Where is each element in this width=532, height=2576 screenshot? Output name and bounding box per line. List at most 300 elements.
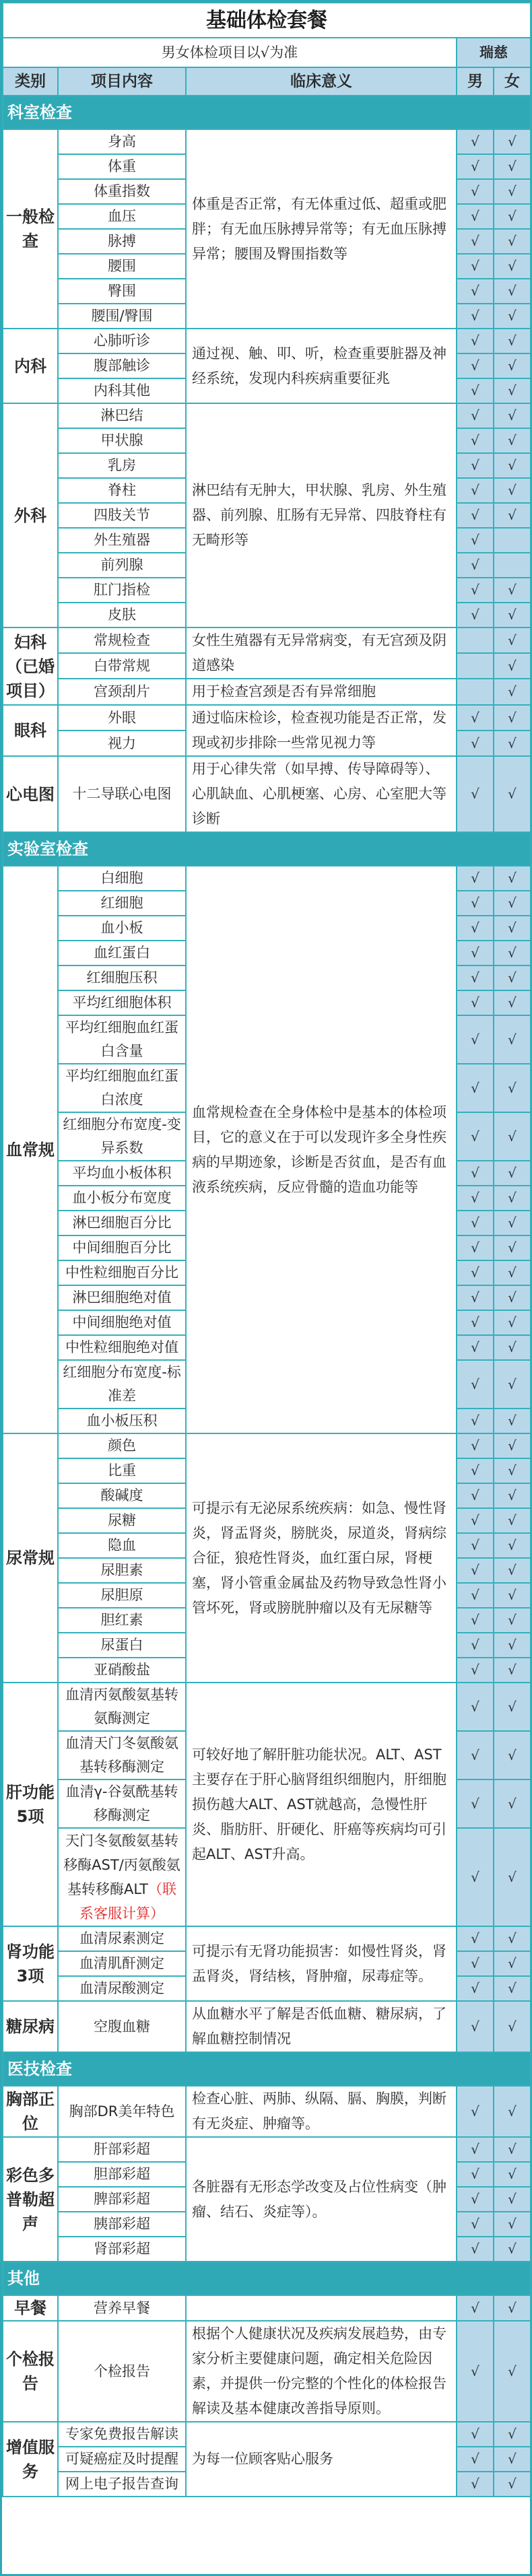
- male-check: √: [457, 2187, 494, 2212]
- item-name: [58, 1161, 186, 1186]
- category-cell: 肾功能3项: [3, 1926, 58, 2001]
- item-name: [58, 1608, 186, 1633]
- meaning-cell: 可较好地了解肝脏功能状况。ALT、AST主要存在于肝心脑肾组织细胞内，肝细胞损伤越大ALT、AST就越高，急慢性肝炎、脂肪肝、肝硬化、肝癌等疾病均可引起ALT、AST升高。: [186, 1683, 457, 1926]
- section-title: 其他: [3, 2262, 531, 2295]
- female-check: √: [494, 2321, 531, 2422]
- item-label: 胸部DR美年特色: [69, 2103, 175, 2120]
- meaning-cell: 通过临床检诊，检查视功能是否正常，发现或初步排除一些常见视力等: [186, 705, 457, 756]
- item-name: [58, 1285, 186, 1310]
- item-name: [58, 1433, 186, 1458]
- item-name: [58, 1260, 186, 1285]
- item-label: 胰部彩超: [94, 2216, 150, 2232]
- item-name: [58, 2295, 186, 2321]
- male-check: √: [457, 553, 494, 578]
- table-row: [3, 679, 531, 705]
- male-check: √: [457, 304, 494, 329]
- male-check: √: [457, 1558, 494, 1583]
- section-row: [3, 96, 531, 129]
- male-check: √: [457, 866, 494, 891]
- brand-label: 瑞慈: [457, 38, 531, 67]
- male-check: √: [457, 2212, 494, 2237]
- item-name: [58, 965, 186, 990]
- item-name: [58, 1976, 186, 2001]
- table-row: [3, 2321, 531, 2422]
- item-name: [58, 1533, 186, 1558]
- item-label: 中性粒细胞百分比: [65, 1264, 178, 1281]
- female-check: √: [494, 1458, 531, 1483]
- female-check: √: [494, 1409, 531, 1433]
- female-check: √: [494, 1211, 531, 1235]
- female-check: √: [494, 1260, 531, 1285]
- item-label: 红细胞分布宽度-变异系数: [63, 1116, 181, 1156]
- male-check: √: [457, 1360, 494, 1409]
- item-label: 皮肤: [108, 607, 136, 623]
- male-check: √: [457, 1211, 494, 1235]
- male-check: √: [457, 1828, 494, 1926]
- meaning-cell: 各脏器有无形态学改变及占位性病变（肿瘤、结石、炎症等）。: [186, 2137, 457, 2262]
- item-name: [58, 2422, 186, 2447]
- female-check: √: [494, 1780, 531, 1828]
- package-table: [2, 2, 531, 2497]
- item-label: 腹部触诊: [94, 358, 150, 374]
- item-label: 脾部彩超: [94, 2191, 150, 2207]
- item-name: [58, 279, 186, 304]
- package-table-body: [3, 3, 531, 2497]
- item-label: 前列腺: [100, 557, 143, 573]
- item-name: [58, 1951, 186, 1976]
- meaning-cell: 可提示有无泌尿系统疾病：如急、慢性肾炎，肾盂肾炎，膀胱炎，尿道炎，肾病综合征，狼疮性肾炎，血红蛋白尿，肾梗塞，肾小管重金属盐及药物导致急性肾小管坏死，肾或膀胱肿瘤以及有无尿糖等: [186, 1433, 457, 1683]
- male-check: √: [457, 154, 494, 179]
- item-name: [58, 653, 186, 679]
- section-title: 实验室检查: [3, 832, 531, 866]
- page-title: 基础体检套餐: [3, 3, 531, 38]
- section-title: 医技检查: [3, 2052, 531, 2086]
- male-check: √: [457, 2472, 494, 2497]
- category-cell: 一般检查: [3, 129, 58, 329]
- meaning-cell: 可提示有无肾功能损害：如慢性肾炎，肾盂肾炎，肾结核，肾肿瘤，尿毒症等。: [186, 1926, 457, 2001]
- item-name: [58, 2187, 186, 2212]
- item-name: [58, 503, 186, 528]
- female-check: √: [494, 653, 531, 679]
- item-label: 血清丙氨酸氨基转氨酶测定: [65, 1687, 178, 1726]
- subtitle-row: [3, 38, 531, 67]
- category-cell: 增值服务: [3, 2422, 58, 2497]
- female-check: √: [494, 304, 531, 329]
- item-name: [58, 578, 186, 603]
- female-check: √: [494, 2212, 531, 2237]
- male-check: √: [457, 2321, 494, 2422]
- item-label: 视力: [108, 735, 136, 751]
- item-name: [58, 941, 186, 965]
- item-label: 肝部彩超: [94, 2141, 150, 2157]
- male-check: √: [457, 403, 494, 428]
- category-cell: 尿常规: [3, 1433, 58, 1683]
- male-check: √: [457, 941, 494, 965]
- item-name: [58, 679, 186, 705]
- table-row: [3, 2422, 531, 2447]
- female-check: √: [494, 965, 531, 990]
- male-check: √: [457, 1310, 494, 1335]
- female-check: √: [494, 1235, 531, 1260]
- table-row: [3, 628, 531, 653]
- item-label: 血小板压积: [86, 1413, 158, 1429]
- item-label: 胆部彩超: [94, 2166, 150, 2182]
- male-check: √: [457, 279, 494, 304]
- meaning-cell: 淋巴结有无肿大，甲状腺、乳房、外生殖器、前列腺、肛肠有无异常、四肢脊柱有无畸形等: [186, 403, 457, 628]
- item-name: [58, 866, 186, 891]
- item-label: 血小板: [100, 920, 143, 936]
- item-label: 天门冬氨酸氨基转移酶AST/丙氨酸氨基转移酶ALT: [63, 1833, 180, 1897]
- male-check: √: [457, 2001, 494, 2052]
- item-name: [58, 453, 186, 478]
- female-check: √: [494, 154, 531, 179]
- item-name: [58, 1458, 186, 1483]
- female-check: √: [494, 2295, 531, 2321]
- item-name: [58, 1508, 186, 1533]
- item-name: [58, 304, 186, 329]
- item-name: [58, 378, 186, 403]
- male-check: √: [457, 478, 494, 503]
- category-cell: 糖尿病: [3, 2001, 58, 2052]
- male-check: √: [457, 1658, 494, 1683]
- item-label: 臀围: [108, 283, 136, 299]
- item-name: [58, 179, 186, 204]
- table-row: [3, 2001, 531, 2052]
- section-row: [3, 2052, 531, 2086]
- item-label: 十二导联心电图: [72, 786, 172, 802]
- item-name: [58, 204, 186, 229]
- item-label: 血清尿酸测定: [79, 1980, 164, 1996]
- category-cell: 肝功能5项: [3, 1683, 58, 1926]
- category-cell: 心电图: [3, 756, 58, 832]
- female-check: √: [494, 1926, 531, 1951]
- male-check: √: [457, 428, 494, 453]
- item-label: 血红蛋白: [94, 945, 150, 961]
- item-name: [58, 731, 186, 756]
- item-name: [58, 2237, 186, 2262]
- female-check: √: [494, 603, 531, 628]
- female-check: √: [494, 891, 531, 916]
- item-label: 身高: [108, 133, 136, 149]
- header-meaning: 临床意义: [186, 67, 457, 96]
- male-check: √: [457, 2422, 494, 2447]
- item-label: 尿糖: [108, 1512, 136, 1528]
- item-name: [58, 2086, 186, 2137]
- header-row: [3, 67, 531, 96]
- item-name: [58, 1310, 186, 1335]
- female-check: √: [494, 1683, 531, 1731]
- male-check: √: [457, 1951, 494, 1976]
- item-label: 血清天门冬氨酸氨基转移酶测定: [65, 1735, 178, 1775]
- category-cell: 胸部正位: [3, 2086, 58, 2137]
- female-check: √: [494, 2086, 531, 2137]
- item-name: [58, 1360, 186, 1409]
- male-check: √: [457, 916, 494, 941]
- male-check: √: [457, 1608, 494, 1633]
- male-check: √: [457, 1458, 494, 1483]
- male-check: [457, 679, 494, 705]
- item-label: 体重指数: [94, 183, 150, 199]
- male-check: √: [457, 756, 494, 832]
- male-check: √: [457, 578, 494, 603]
- item-label: 专家免费报告解读: [65, 2426, 178, 2442]
- category-cell: 个检报告: [3, 2321, 58, 2422]
- item-label: 乳房: [108, 457, 136, 473]
- male-check: √: [457, 1780, 494, 1828]
- female-check: √: [494, 478, 531, 503]
- female-check: √: [494, 229, 531, 254]
- item-name: [58, 2212, 186, 2237]
- male-check: √: [457, 2137, 494, 2162]
- item-label: 颜色: [108, 1437, 136, 1454]
- female-check: √: [494, 1976, 531, 2001]
- female-check: √: [494, 1285, 531, 1310]
- item-name: [58, 254, 186, 279]
- item-name: [58, 1658, 186, 1683]
- male-check: √: [457, 1533, 494, 1558]
- female-check: √: [494, 1828, 531, 1926]
- female-check: [494, 528, 531, 553]
- female-check: √: [494, 941, 531, 965]
- female-check: √: [494, 2001, 531, 2052]
- item-name: [58, 1483, 186, 1508]
- item-note: （联系客服计算）: [79, 1881, 176, 1922]
- female-check: √: [494, 705, 531, 731]
- category-cell: 外科: [3, 403, 58, 628]
- male-check: √: [457, 329, 494, 353]
- female-check: √: [494, 453, 531, 478]
- item-name: [58, 1731, 186, 1780]
- header-female: 女: [494, 67, 531, 96]
- item-name: [58, 2321, 186, 2422]
- female-check: √: [494, 403, 531, 428]
- female-check: √: [494, 1608, 531, 1633]
- female-check: √: [494, 2137, 531, 2162]
- section-row: [3, 832, 531, 866]
- item-label: 淋巴细胞绝对值: [72, 1289, 172, 1306]
- item-label: 脊柱: [108, 482, 136, 498]
- female-check: √: [494, 1558, 531, 1583]
- category-cell: 血常规: [3, 866, 58, 1433]
- category-cell: 早餐: [3, 2295, 58, 2321]
- item-name: [58, 2162, 186, 2187]
- meaning-cell: 用于检查宫颈是否有异常细胞: [186, 679, 457, 705]
- item-name: [58, 1211, 186, 1235]
- meaning-cell: 用于心律失常（如早搏、传导障碍等）、心肌缺血、心肌梗塞、心房、心室肥大等诊断: [186, 756, 457, 832]
- item-label: 甲状腺: [100, 432, 143, 448]
- female-check: √: [494, 628, 531, 653]
- male-check: √: [457, 453, 494, 478]
- male-check: √: [457, 1926, 494, 1951]
- item-label: 平均血小板体积: [72, 1165, 172, 1181]
- male-check: √: [457, 1583, 494, 1608]
- female-check: √: [494, 2162, 531, 2187]
- item-label: 平均红细胞血红蛋白浓度: [65, 1068, 178, 1108]
- meaning-cell: 根据个人健康状况及疾病发展趋势，由专家分析主要健康问题，确定相关危险因素，并提供一份完整的个性化的体检报告解读及基本健康改善指导原则。: [186, 2321, 457, 2422]
- item-name: [58, 1335, 186, 1360]
- male-check: √: [457, 1433, 494, 1458]
- male-check: √: [457, 503, 494, 528]
- male-check: √: [457, 1483, 494, 1508]
- male-check: √: [457, 1161, 494, 1186]
- female-check: √: [494, 204, 531, 229]
- item-label: 亚硝酸盐: [94, 1662, 150, 1678]
- item-label: 腰围/臀围: [91, 308, 153, 324]
- item-name: [58, 2472, 186, 2497]
- table-row: [3, 2086, 531, 2137]
- female-check: √: [494, 254, 531, 279]
- item-label: 尿胆原: [100, 1587, 143, 1603]
- item-name: [58, 428, 186, 453]
- female-check: √: [494, 2447, 531, 2472]
- male-check: √: [457, 1508, 494, 1533]
- meaning-cell: 女性生殖器有无异常病变，有无宫颈及阴道感染: [186, 628, 457, 679]
- item-label: 外眼: [108, 709, 136, 726]
- item-name: [58, 1186, 186, 1211]
- item-name: [58, 329, 186, 353]
- item-label: 个检报告: [94, 2363, 150, 2379]
- male-check: √: [457, 2162, 494, 2187]
- female-check: √: [494, 990, 531, 1015]
- item-label: 体重: [108, 158, 136, 174]
- item-label: 红细胞: [100, 895, 143, 911]
- female-check: √: [494, 916, 531, 941]
- item-label: 尿胆素: [100, 1562, 143, 1578]
- male-check: √: [457, 1335, 494, 1360]
- female-check: √: [494, 1731, 531, 1780]
- meaning-cell: 体重是否正常，有无体重过低、超重或肥胖；有无血压脉搏异常等；有无血压脉搏异常；腰围及臀围指数等: [186, 129, 457, 329]
- title-row: [3, 3, 531, 38]
- male-check: √: [457, 353, 494, 378]
- item-label: 脉搏: [108, 233, 136, 249]
- category-cell: 内科: [3, 329, 58, 403]
- item-label: 营养早餐: [94, 2299, 150, 2316]
- item-name: [58, 1409, 186, 1433]
- header-male: 男: [457, 67, 494, 96]
- item-label: 淋巴结: [100, 407, 143, 423]
- item-label: 淋巴细胞百分比: [72, 1215, 172, 1231]
- item-name: [58, 916, 186, 941]
- item-label: 血小板分布宽度: [72, 1190, 172, 1206]
- female-check: √: [494, 1508, 531, 1533]
- item-name: [58, 154, 186, 179]
- section-row: [3, 2262, 531, 2295]
- male-check: √: [457, 1976, 494, 2001]
- female-check: √: [494, 353, 531, 378]
- male-check: √: [457, 1112, 494, 1161]
- table-row: [3, 866, 531, 891]
- item-name: [58, 2001, 186, 2052]
- item-label: 内科其他: [94, 382, 150, 399]
- female-check: √: [494, 503, 531, 528]
- female-check: √: [494, 179, 531, 204]
- item-name: [58, 403, 186, 428]
- item-label: 酸碱度: [100, 1487, 143, 1503]
- item-name: [58, 756, 186, 832]
- item-name: [58, 1828, 186, 1926]
- male-check: √: [457, 1186, 494, 1211]
- table-row: [3, 329, 531, 353]
- item-label: 腰围: [108, 258, 136, 274]
- male-check: √: [457, 378, 494, 403]
- meaning-cell: 从血糖水平了解是否低血糖、糖尿病，了解血糖控制情况: [186, 2001, 457, 2052]
- item-label: 中性粒细胞绝对值: [65, 1339, 178, 1355]
- female-check: √: [494, 1533, 531, 1558]
- male-check: √: [457, 1409, 494, 1433]
- item-label: 心肺听诊: [94, 333, 150, 349]
- item-label: 白带常规: [94, 657, 150, 674]
- item-label: 红细胞分布宽度-标准差: [63, 1364, 181, 1404]
- item-name: [58, 2447, 186, 2472]
- item-label: 尿蛋白: [100, 1637, 143, 1653]
- female-check: [494, 553, 531, 578]
- item-label: 四肢关节: [94, 507, 150, 523]
- male-check: √: [457, 2086, 494, 2137]
- section-title: 科室检查: [3, 96, 531, 129]
- meaning-cell: 检查心脏、两肺、纵隔、膈、胸膜，判断有无炎症、肿瘤等。: [186, 2086, 457, 2137]
- male-check: √: [457, 990, 494, 1015]
- item-name: [58, 1780, 186, 1828]
- male-check: √: [457, 1285, 494, 1310]
- item-label: 可疑癌症及时提醒: [65, 2451, 178, 2467]
- item-label: 中间细胞百分比: [72, 1240, 172, 1256]
- meaning-cell: [186, 2295, 457, 2321]
- item-name: [58, 1235, 186, 1260]
- female-check: √: [494, 1310, 531, 1335]
- male-check: √: [457, 204, 494, 229]
- table-row: [3, 705, 531, 731]
- item-name: [58, 2137, 186, 2162]
- item-label: 血清γ-谷氨酰基转移酶测定: [65, 1784, 178, 1823]
- female-check: √: [494, 1658, 531, 1683]
- female-check: √: [494, 2187, 531, 2212]
- item-label: 红细胞压积: [86, 970, 158, 986]
- item-name: [58, 229, 186, 254]
- table-row: [3, 1433, 531, 1458]
- female-check: √: [494, 428, 531, 453]
- male-check: √: [457, 731, 494, 756]
- table-row: [3, 2137, 531, 2162]
- male-check: √: [457, 2295, 494, 2321]
- male-check: √: [457, 2447, 494, 2472]
- female-check: √: [494, 1186, 531, 1211]
- item-name: [58, 603, 186, 628]
- item-label: 胆红素: [100, 1612, 143, 1628]
- item-label: 平均红细胞血红蛋白含量: [65, 1019, 178, 1059]
- female-check: √: [494, 2237, 531, 2262]
- male-check: √: [457, 254, 494, 279]
- item-name: [58, 1926, 186, 1951]
- female-check: √: [494, 1360, 531, 1409]
- female-check: √: [494, 1583, 531, 1608]
- meaning-cell: 血常规检查在全身体检中是基本的体检项目，它的意义在于可以发现许多全身性疾病的早期迹象，诊断是否贫血，是否有血液系统疾病，反应骨髓的造血功能等: [186, 866, 457, 1433]
- female-check: √: [494, 329, 531, 353]
- item-label: 隐血: [108, 1537, 136, 1553]
- male-check: √: [457, 229, 494, 254]
- male-check: [457, 653, 494, 679]
- item-name: [58, 891, 186, 916]
- female-check: √: [494, 1112, 531, 1161]
- table-row: [3, 1683, 531, 1731]
- item-name: [58, 990, 186, 1015]
- female-check: √: [494, 2472, 531, 2497]
- female-check: √: [494, 2422, 531, 2447]
- female-check: √: [494, 1951, 531, 1976]
- item-name: [58, 1633, 186, 1658]
- table-row: [3, 1926, 531, 1951]
- female-check: √: [494, 279, 531, 304]
- item-label: 血压: [108, 208, 136, 224]
